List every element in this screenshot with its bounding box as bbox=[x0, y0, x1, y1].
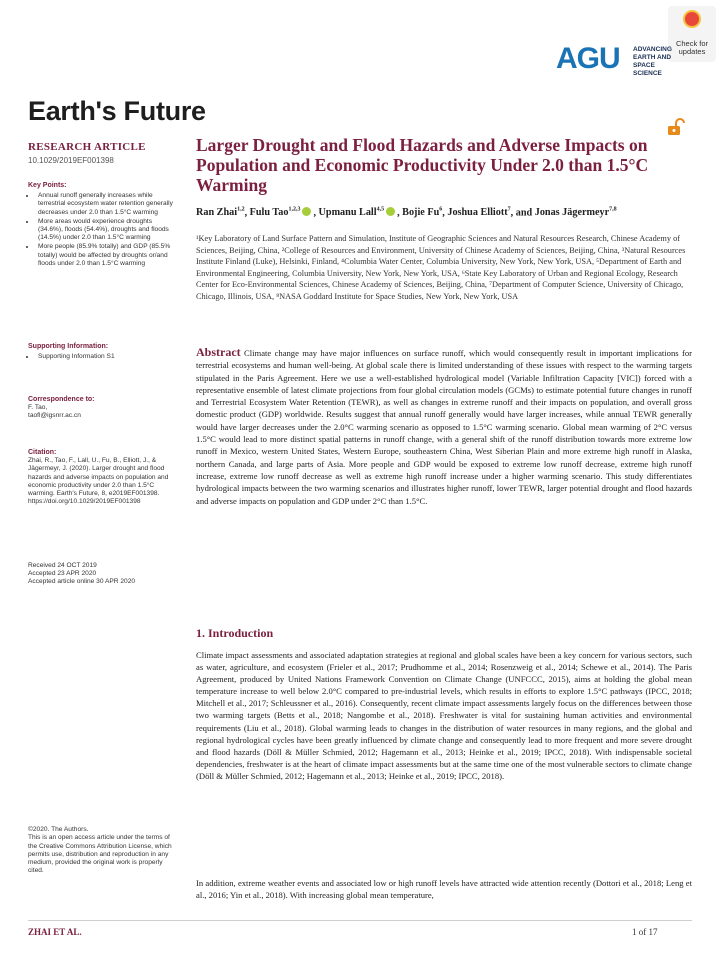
author-name: Joshua Elliott bbox=[447, 207, 508, 219]
agu-logo-tagline bbox=[633, 46, 676, 78]
license-notice bbox=[28, 826, 176, 876]
article-type: RESEARCH ARTICLE bbox=[28, 141, 146, 153]
agu-logo[interactable] bbox=[556, 42, 676, 76]
orcid-icon[interactable] bbox=[302, 207, 311, 216]
correspondence-email[interactable]: taofl@igsnrr.ac.cn bbox=[28, 412, 81, 420]
author-affiliation-marks: 7,8 bbox=[609, 207, 617, 213]
key-point: • More areas would experience droughts (34.6%), floods (54.4%), droughts and floods (14.5%) under 2.0 than 1.5°C warming bbox=[36, 218, 178, 243]
journal-title: Earth's Future bbox=[28, 96, 206, 126]
supporting-heading: Supporting Information: bbox=[28, 343, 109, 350]
author-name: Fulu Tao bbox=[249, 207, 289, 219]
license-copyright: ©2020. The Authors. bbox=[28, 826, 89, 833]
key-points bbox=[28, 182, 178, 269]
intro-paragraph: In addition, extreme weather events and associated low or high runoff levels have attracted wide attention recently (Dottori et al., 2018; Leng et al., 2016; Yin et al., 2018). With increasing global mean temperature, bbox=[196, 878, 692, 901]
author-name: Ran Zhai bbox=[196, 207, 238, 219]
article-doi[interactable]: 10.1029/2019EF001398 bbox=[28, 156, 114, 165]
accepted-online-date: Accepted article online 30 APR 2020 bbox=[28, 578, 136, 586]
key-points-heading: Key Points: bbox=[28, 182, 67, 189]
author-name: Upmanu Lall bbox=[318, 207, 377, 219]
correspondence-name: F. Tao, bbox=[28, 404, 48, 412]
update-badge-line: updates bbox=[678, 47, 706, 56]
author[interactable] bbox=[447, 207, 510, 218]
author[interactable] bbox=[319, 207, 398, 218]
correspondence-heading: Correspondence to: bbox=[28, 396, 95, 403]
license-text: This is an open access article under the terms of the Creative Commons Attribution License, which permits use, distribution and reproduction in any medium, provided the original work is properly cited. bbox=[28, 834, 172, 875]
author-name: Bojie Fu bbox=[402, 207, 440, 219]
citation-text: Zhai, R., Tao, F., Lall, U., Fu, B., Elliott, J., & Jägermeyr, J. (2020). Larger drought and flood hazards and adverse impacts on population and economic productivity under 2.0 than 1.5°C warming. Earth's Future, 8, e2019EF001398. https://doi.org/10.1029/2019EF001398 bbox=[28, 457, 169, 506]
author[interactable] bbox=[535, 207, 617, 218]
supporting-information bbox=[28, 343, 178, 362]
author-affiliation-marks: 1,2,3 bbox=[288, 207, 301, 213]
open-access-lock-icon bbox=[666, 118, 686, 136]
key-points-list bbox=[28, 192, 178, 268]
tagline-line: ADVANCING bbox=[633, 46, 672, 53]
author[interactable] bbox=[402, 207, 442, 218]
supporting-link[interactable]: • Supporting Information S1 bbox=[36, 353, 178, 361]
affiliations: ¹Key Laboratory of Land Surface Pattern and Simulation, Institute of Geographic Sciences and Natural Resources Research, Chinese Academy of Sciences, Beijing, China, ²College of Resources and Environment, University of Chinese Academy of Sciences, Beijing, China, ³Natural Resources Institute Finland (Luke), Helsinki, Finland, ⁴Columbia Water Center, Columbia University, New York, New York, USA, ⁵Department of Earth and Environmental Engineering, Columbia University, New York, New York, USA, ⁶State Key Laboratory of Urban and Regional Ecology, Research Center for Eco-Environmental Sciences, Chinese Academy of Sciences, Beijing, China, ⁷Department of Computer Science, University of Chicago, Chicago, Illinois, USA, ⁸NASA Goddard Institute for Space Studies, New York, New York, USA bbox=[196, 234, 686, 301]
correspondence bbox=[28, 396, 178, 421]
footer-divider bbox=[28, 920, 692, 921]
agu-logo-mark: AGU bbox=[556, 42, 620, 75]
author[interactable] bbox=[250, 207, 314, 218]
author-affiliation-marks: 7 bbox=[507, 207, 511, 213]
received-date: Received 24 OCT 2019 bbox=[28, 562, 97, 569]
article-dates bbox=[28, 562, 178, 587]
abstract-heading: Abstract bbox=[196, 345, 241, 359]
key-point: • Annual runoff generally increases while terrestrial ecosystem water retention generally decreases under 2.0 than 1.5°C warming bbox=[36, 192, 178, 217]
update-icon bbox=[683, 10, 701, 28]
author-affiliation-marks: 4,5 bbox=[376, 207, 385, 213]
section-heading-introduction: 1. Introduction bbox=[196, 626, 274, 640]
running-footer-authors: ZHAI ET AL. bbox=[28, 927, 82, 937]
paper-title: Larger Drought and Flood Hazards and Adverse Impacts on Population and Economic Productivity Under 2.0 than 1.5°C Warming bbox=[196, 135, 649, 195]
author[interactable] bbox=[196, 207, 245, 218]
author-list: Ran Zhai$^{1,2}$, Fulu Tao$^{1,2,3}$ , Upmanu Lall$^{4,5}$ , Bojie Fu$^6$, Joshua Elliott$^7$, and Jonas Jägermeyr$^{7,8}$ bbox=[196, 207, 617, 219]
intro-paragraph: Climate impact assessments and associated adaptation strategies at regional and global scales have been a key concern for various sectors, such as water, agriculture, and ecosystem (Frieler et al., 2017; Prudhomme et al., 2014; Rosenzweig et al., 2014; Schewe et al., 2014). The Paris Agreement, produced by United Nations Framework Convention on Climate Change (UNFCCC, 2015), aims at holding the global mean temperature increase to well below 2.0°C compared to pre-industrial levels, which results in efforts to explore 1.5°C pathways (IPCC, 2018; Mitchell et al., 2017; Schleussner et al., 2016). Consequently, recent climate impact assessments largely focus on the differences between those two warming targets (Betts et al., 2018; Nangombe et al., 2018). Freshwater is vital for sustaining human activities and environmental requirements (Liu et al., 2018). Global warming leads to changes in the distribution of water resources in many regions, and the global and regional hydrological cycles have been greatly influenced by climate change and consequently lead to more frequent and more severe drought and flood hazards (Döll & Müller Schmied, 2012; Hagemann et al., 2013; Heinke et al., 2019; IPCC, 2018). With indispensable societal dependencies, freshwater is at the heart of climate impact assessments but at the same time one of the most vulnerable sectors to climate change (Döll & Müller Schmied, 2012; Hagemann et al., 2013; Heinke et al., 2019; IPCC, 2018). bbox=[196, 650, 692, 781]
update-badge-line: Check for bbox=[675, 39, 709, 48]
orcid-icon[interactable] bbox=[386, 207, 395, 216]
author-name: Jonas Jägermeyr bbox=[534, 207, 610, 219]
tagline-line: SPACE SCIENCE bbox=[633, 62, 662, 77]
author-affiliation-marks: 1,2 bbox=[237, 207, 245, 213]
key-point: • More people (85.9% totally) and GDP (85.5% totally) would be affected by droughts or/and floods under 2.0 than 1.5°C warming bbox=[36, 243, 178, 268]
tagline-line: EARTH AND bbox=[633, 54, 672, 61]
page-number: 1 of 17 bbox=[632, 927, 658, 937]
accepted-date: Accepted 23 APR 2020 bbox=[28, 570, 97, 578]
author-affiliation-marks: 6 bbox=[439, 207, 443, 213]
citation-heading: Citation: bbox=[28, 449, 57, 456]
citation bbox=[28, 449, 178, 506]
abstract-text: Climate change may have major influences on surface runoff, which would consequently result in important implications for terrestrial ecosystems and human well-being. At global scale there is limited understanding of these issues with respect to the warming targets stipulated in the Paris Agreement. Here we use a well-established hydrological model (Variable Infiltration Capacity [VIC]) forced with a representative ensemble of latest climate projections from four global circulation models (GCMs) to estimate potential future changes in runoff and Terrestrial Ecosystem Water Retention (TEWR), as well as changes in extreme runoff and their impacts on population, and overall gross domestic product (GDP) worldwide. Results suggest that annual runoff generally would have larger increases, while annual TEWR generally would have larger decreases under the 2.0°C warming scenario as opposed to 1.5°C warming scenario. Global mean warming of 2°C versus 1.5°C would lead to more distinct spatial patterns in runoff change, with a general shift of the runoff distribution towards more extreme low runoff in Mexico, western United States, Western Europe, southeastern China, West Siberian Plain and more extreme high runoff in Alaska, northern Canada, and large parts of Asia. More people and GDP would be exposed to extreme low runoff decrease, extreme high runoff increase, extreme low runoff decrease as well as extreme high runoff increase under a higher warming scenario. This study differentiates hydrological impacts between the two warming scenarios and illustrates higher runoff, lower TEWR, larger potential drought and flood hazards and adverse impacts on population and GDP under 2°C than 1.5°C. bbox=[196, 348, 692, 506]
abstract bbox=[196, 346, 692, 507]
